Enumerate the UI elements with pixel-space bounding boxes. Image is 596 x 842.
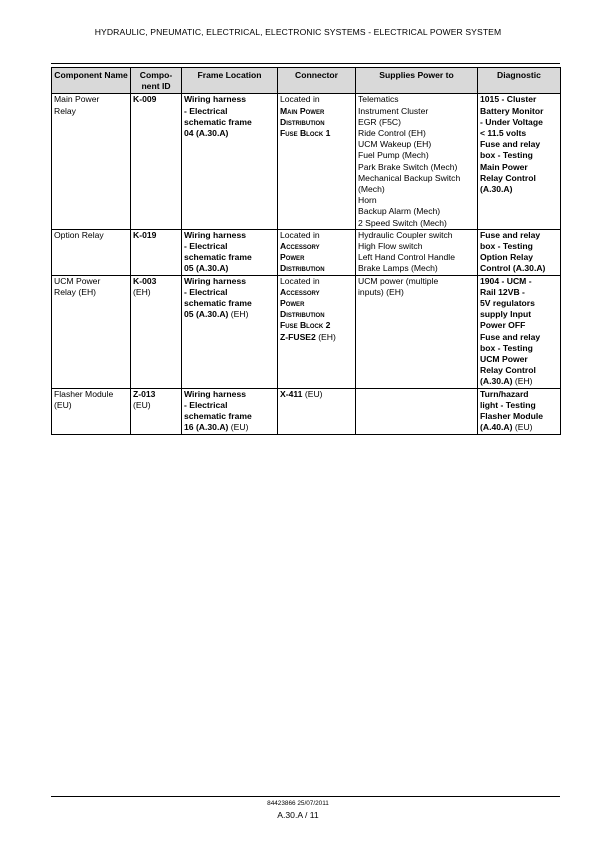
frame-location-line (184, 298, 275, 309)
component-id-line: K-019 (133, 229, 157, 240)
connector-id-line (280, 332, 353, 343)
supplies-item: Left Hand Control Handle (358, 252, 455, 263)
diagnostic-line (480, 343, 558, 354)
connector-id-line (280, 389, 353, 400)
cell-diagnostic (478, 229, 561, 275)
component-id-line: K-003 (133, 275, 157, 286)
frame-location-text: - Electrical (184, 105, 228, 116)
cell-frame-location (182, 94, 278, 229)
supplies-item: Hydraulic Coupler switch (358, 229, 453, 240)
cell-component-id (131, 275, 182, 388)
diagnostic-text: 5V regulators (480, 298, 535, 309)
frame-location-line (184, 106, 275, 117)
diagnostic-text: Turn/hazard (480, 388, 529, 399)
diagnostic-line (480, 139, 558, 150)
frame-location-text: 16 (A.30.A) (184, 422, 229, 433)
supplies-item: Horn (358, 195, 377, 206)
component-name-line: Flasher Module (54, 388, 114, 399)
connector-location-line: Distribution (280, 309, 325, 320)
header-connector: Connector (278, 68, 356, 94)
frame-location-line (184, 94, 275, 105)
frame-location-text: Wiring harness (184, 275, 247, 286)
cell-component-id (131, 229, 182, 275)
frame-location-text: 05 (A.30.A) (184, 263, 229, 274)
diagnostic-line (480, 287, 558, 298)
cell-supplies-power-to (356, 388, 478, 434)
connector-location-line: Power (280, 252, 305, 263)
frame-location-line (184, 252, 275, 263)
header-component-name: Component Name (52, 68, 131, 94)
supplies-item: UCM Wakeup (EH) (358, 139, 432, 150)
diagnostic-line (480, 400, 558, 411)
cell-supplies-power-to (356, 94, 478, 229)
diagnostic-line (480, 320, 558, 331)
diagnostic-text: (A.40.A) (480, 422, 513, 433)
connector-location-line: Fuse Block 2 (280, 320, 331, 331)
diagnostic-text: supply Input (480, 309, 532, 320)
diagnostic-text: (A.30.A) (480, 376, 513, 387)
cell-connector (278, 275, 356, 388)
frame-location-line (184, 287, 275, 298)
supplies-item: Instrument Cluster (358, 105, 429, 116)
diagnostic-text: 1904 - UCM - (480, 275, 532, 286)
table-header-row (52, 68, 561, 94)
connector-location-line: Distribution (280, 263, 325, 274)
supplies-item: inputs) (EH) (358, 286, 404, 297)
frame-location-line (184, 128, 275, 139)
diagnostic-text: Fuse and relay (480, 229, 541, 240)
power-relay-table (51, 67, 561, 435)
diagnostic-text: light - Testing (480, 399, 536, 410)
diagnostic-line (480, 298, 558, 309)
table-row (52, 94, 561, 229)
header-diagnostic: Diagnostic (478, 68, 561, 94)
diagnostic-text: UCM Power (480, 354, 528, 365)
connector-location-line: Power (280, 298, 305, 309)
frame-location-text: schematic frame (184, 252, 252, 263)
diagnostic-line (480, 422, 558, 433)
table-body (52, 94, 561, 434)
diagnostic-text: box - Testing (480, 150, 533, 161)
frame-location-suffix: (EU) (228, 422, 249, 433)
component-name-line: (EU) (54, 399, 72, 410)
cell-frame-location (182, 388, 278, 434)
frame-location-suffix: (EH) (228, 309, 249, 320)
supplies-item: Backup Alarm (Mech) (358, 206, 441, 217)
frame-location-text: Wiring harness (184, 94, 247, 105)
supplies-item: Mechanical Backup Switch (358, 172, 461, 183)
diagnostic-text: Option Relay (480, 252, 534, 263)
diagnostic-text: Power OFF (480, 320, 526, 331)
frame-location-line (184, 309, 275, 320)
diagnostic-line (480, 150, 558, 161)
table-row (52, 275, 561, 388)
frame-location-text: Wiring harness (184, 388, 247, 399)
component-name-line: Option Relay (54, 229, 104, 240)
connector-location-line: Main Power (280, 105, 325, 116)
footer-page-number: A.30.A / 11 (277, 810, 319, 820)
frame-location-line (184, 411, 275, 422)
component-id-line: (EU) (133, 399, 151, 410)
connector-location-line: Accessory (280, 286, 320, 297)
diagnostic-line (480, 128, 558, 139)
component-id-line: Z-013 (133, 388, 156, 399)
footer-doc-reference: 84423866 25/07/2011 (267, 800, 329, 807)
frame-location-line (184, 400, 275, 411)
frame-location-line (184, 230, 275, 241)
connector-location-line: Fuse Block 1 (280, 128, 331, 139)
header-rule (51, 63, 560, 64)
diagnostic-line (480, 354, 558, 365)
supplies-item: Fuel Pump (Mech) (358, 150, 429, 161)
cell-component-name (52, 94, 131, 229)
connector-location-line: Accessory (280, 241, 320, 252)
component-name-line: Relay (EH) (54, 286, 97, 297)
connector-id: X-411 (280, 388, 303, 399)
cell-component-id (131, 388, 182, 434)
diagnostic-text: Main Power (480, 161, 528, 172)
frame-location-text: schematic frame (184, 298, 252, 309)
diagnostic-text: Battery Monitor (480, 105, 544, 116)
diagnostic-text: Relay Control (480, 365, 536, 376)
diagnostic-text: Control (A.30.A) (480, 263, 546, 274)
connector-prefix: Located in (280, 229, 320, 240)
supplies-item: Brake Lamps (Mech) (358, 263, 438, 274)
table-row (52, 388, 561, 434)
diagnostic-line (480, 411, 558, 422)
frame-location-text: 05 (A.30.A) (184, 309, 229, 320)
frame-location-text: schematic frame (184, 411, 252, 422)
diagnostic-text: box - Testing (480, 342, 533, 353)
diagnostic-line (480, 106, 558, 117)
diagnostic-suffix: (EH) (512, 376, 533, 387)
connector-suffix: (EH) (315, 331, 336, 342)
diagnostic-line (480, 365, 558, 376)
frame-location-line (184, 422, 275, 433)
cell-component-name (52, 275, 131, 388)
cell-supplies-power-to (356, 275, 478, 388)
table-row (52, 229, 561, 275)
diagnostic-text: (A.30.A) (480, 184, 513, 195)
connector-id: Z-FUSE2 (280, 331, 316, 342)
cell-component-id (131, 94, 182, 229)
diagnostic-text: < 11.5 volts (480, 128, 527, 139)
cell-connector (278, 388, 356, 434)
diagnostic-suffix: (EU) (512, 422, 533, 433)
cell-supplies-power-to (356, 229, 478, 275)
diagnostic-line (480, 263, 558, 274)
header-supplies-power-to: Supplies Power to (356, 68, 478, 94)
cell-connector (278, 229, 356, 275)
page-header-title: HYDRAULIC, PNEUMATIC, ELECTRICAL, ELECTRONIC SYSTEMS - ELECTRICAL POWER SYSTEM (94, 27, 502, 37)
diagnostic-line (480, 241, 558, 252)
diagnostic-line (480, 332, 558, 343)
connector-suffix: (EU) (302, 388, 323, 399)
frame-location-text: 04 (A.30.A) (184, 128, 229, 139)
cell-connector (278, 94, 356, 229)
frame-location-text: Wiring harness (184, 229, 247, 240)
cell-component-name (52, 388, 131, 434)
frame-location-line (184, 263, 275, 274)
diagnostic-text: Rail 12VB - (480, 286, 525, 297)
diagnostic-line (480, 276, 558, 287)
component-id-line: K-009 (133, 94, 157, 105)
supplies-item: (Mech) (358, 184, 385, 195)
cell-diagnostic (478, 388, 561, 434)
diagnostic-line (480, 94, 558, 105)
diagnostic-text: box - Testing (480, 241, 533, 252)
component-name-line: Main Power (54, 94, 100, 105)
header-frame-location: Frame Location (182, 68, 278, 94)
diagnostic-text: Fuse and relay (480, 139, 541, 150)
diagnostic-text: Flasher Module (480, 411, 544, 422)
diagnostic-line (480, 389, 558, 400)
diagnostic-line (480, 252, 558, 263)
diagnostic-line (480, 376, 558, 387)
diagnostic-line (480, 184, 558, 195)
supplies-item: Ride Control (EH) (358, 128, 426, 139)
frame-location-text: - Electrical (184, 399, 228, 410)
frame-location-line (184, 241, 275, 252)
supplies-item: Telematics (358, 94, 399, 105)
connector-prefix: Located in (280, 94, 320, 105)
supplies-item: Park Brake Switch (Mech) (358, 161, 458, 172)
diagnostic-line (480, 309, 558, 320)
frame-location-text: schematic frame (184, 116, 252, 127)
frame-location-text: - Electrical (184, 286, 228, 297)
connector-prefix: Located in (280, 275, 320, 286)
diagnostic-text: 1015 - Cluster (480, 94, 537, 105)
footer-rule (51, 796, 560, 797)
diagnostic-text: Relay Control (480, 172, 536, 183)
cell-frame-location (182, 275, 278, 388)
diagnostic-line (480, 230, 558, 241)
frame-location-line (184, 389, 275, 400)
diagnostic-line (480, 173, 558, 184)
diagnostic-line (480, 162, 558, 173)
cell-diagnostic (478, 275, 561, 388)
supplies-item: UCM power (multiple (358, 275, 439, 286)
diagnostic-text: Fuse and relay (480, 331, 541, 342)
diagnostic-line (480, 117, 558, 128)
cell-frame-location (182, 229, 278, 275)
supplies-item: 2 Speed Switch (Mech) (358, 217, 447, 228)
frame-location-line (184, 276, 275, 287)
frame-location-text: - Electrical (184, 241, 228, 252)
cell-diagnostic (478, 94, 561, 229)
supplies-item: EGR (F5C) (358, 116, 401, 127)
component-id-line: (EH) (133, 286, 151, 297)
frame-location-line (184, 117, 275, 128)
diagnostic-text: - Under Voltage (480, 116, 543, 127)
component-name-line: UCM Power (54, 275, 101, 286)
component-name-line: Relay (54, 105, 76, 116)
connector-location-line: Distribution (280, 116, 325, 127)
header-component-id: Compo- nent ID (131, 68, 182, 94)
supplies-item: High Flow switch (358, 241, 423, 252)
cell-component-name (52, 229, 131, 275)
